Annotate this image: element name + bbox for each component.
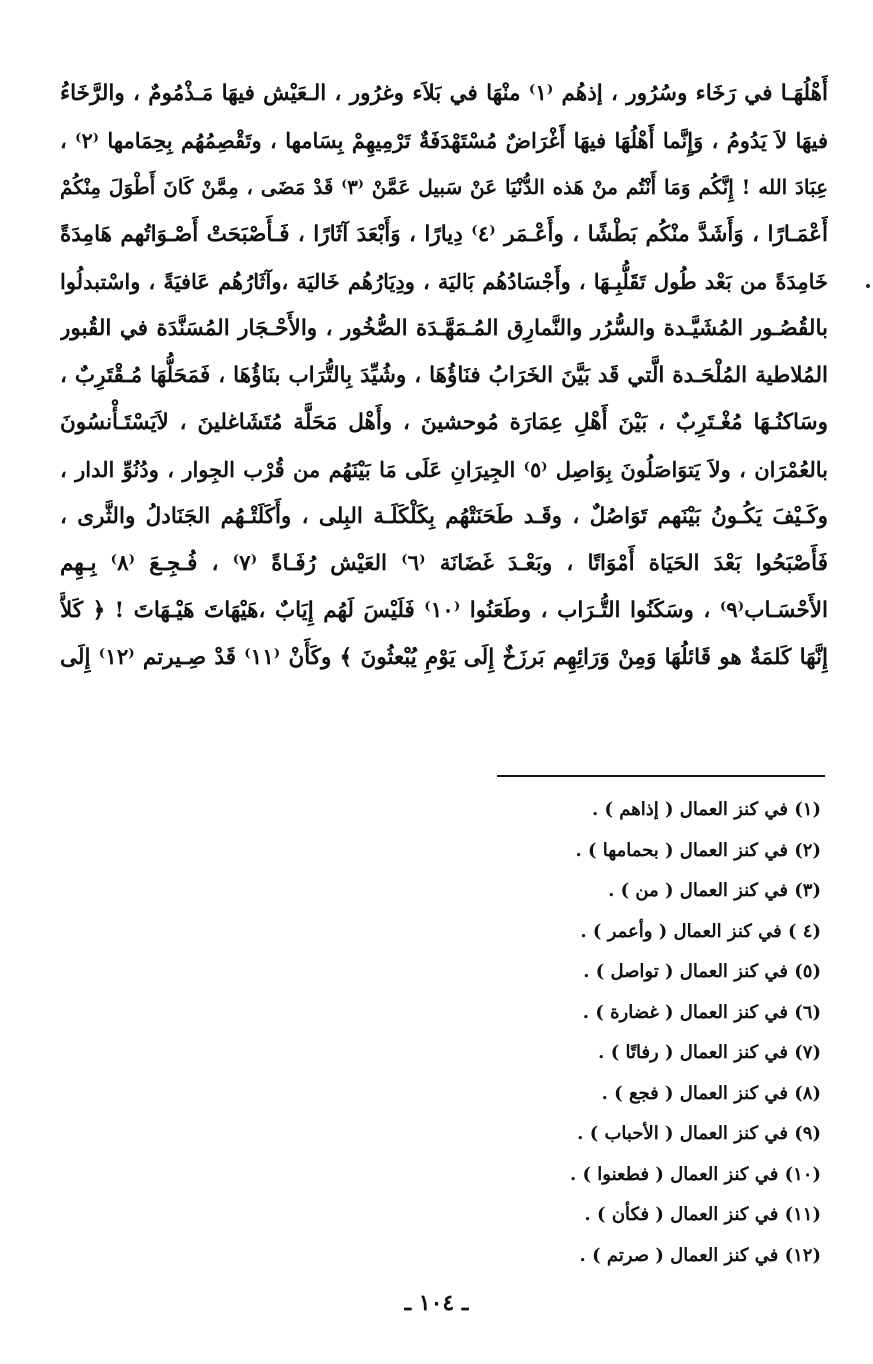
footnote: (١١) في كنز العمال ( فكأن ) . bbox=[584, 1204, 821, 1225]
footnote: (٨) في كنز العمال ( فجع ) . bbox=[601, 1082, 821, 1104]
footnotes-block bbox=[61, 790, 821, 1276]
footnote: (٣) في كنز العمال ( من ) . bbox=[608, 880, 821, 901]
text-line: خَامِدَةً من بَعْد طُول تَقَلُّبِـهَا ، وأَجْسَادُهُم بَاليَة ، ودِيَارُهُم خَاليَة ،وآثَارُهُم عَافيَةً ، واسْتبدلُوا bbox=[60, 269, 828, 294]
text-line: بالعُمْرَان ، ولاَ يَتوَاصَلُونَ بِوَاصِل ⁽٥⁾ الجِيرَانِ عَلَى مَا بَيْنَهُم من قُرْب الجِوار ، ودُنُوِّ الدار ، bbox=[60, 457, 828, 482]
text-line: إِنَّهَا كَلمَةٌ هو قَائلُهَا وَمِنْ وَرَائِهِم بَرزَخٌ إِلَى يَوْمِ يُبْعثُونَ ﴾ وكَأَنْ ⁽١١⁾ قَدْ صِـيرتم ⁽١٢⁾ إِلَى bbox=[60, 645, 828, 670]
footnote: (٦) في كنز العمال ( غضارة ) . bbox=[582, 1001, 821, 1023]
page-number: ـ ١٠٤ ـ bbox=[404, 1290, 469, 1316]
text-line: فيهَا لاَ يَدُومُ ، وَإِنَّما أَهْلُهَا فيهَا أَغْرَاضٌ مُسْتَهْدَفَةٌ تَرْمِيهِمْ بِسَامها ، وتَقْصِمُهُم بِحِمَامها ⁽٢⁾ ، bbox=[60, 128, 828, 153]
footnote: (٢) في كنز العمال ( بحمامها ) . bbox=[575, 839, 821, 861]
text-line: المُلاطية المُلْحَـدة الَّتي قَد بَيَّنَ الخَرَابُ فنَاؤُهَا ، وشُيِّدَ بِالتُّرَاب بنَاؤُهَا ، فَمَحَلُّهَا مُـقْتَرِبٌ ، bbox=[60, 363, 828, 388]
margin-dot bbox=[866, 284, 870, 288]
footnote: (١) في كنز العمال ( إذاهم ) . bbox=[591, 799, 821, 820]
footnote: (٥) في كنز العمال ( تواصل ) . bbox=[583, 961, 821, 982]
footnote: (٧) في كنز العمال ( رفاتًا ) . bbox=[598, 1042, 821, 1063]
footnote: (٩) في كنز العمال ( الأحباب ) . bbox=[577, 1123, 821, 1144]
text-line: وكَـيْفَ يَكُـونُ بَيْنَهم تَوَاصُلٌ ، وقَـد طَحَنَتْهُم بِكَلْكَلَـة البِلى ، وأَكَلَتْـهُم الجَنَادلُ والثَّرى ، bbox=[60, 504, 828, 529]
main-text-block bbox=[60, 70, 828, 681]
text-line: بالقُصُـور المُشَيَّـدة والسُّرُر والنَّمارِق المُـمَهَّـدَة الصُّخُور ، والأَحْـجَار المُسَنَّدَة في القُبور bbox=[60, 316, 828, 341]
footnote: (١٠) في كنز العمال ( فطعنوا ) . bbox=[569, 1163, 821, 1185]
footnote-separator bbox=[497, 775, 825, 777]
text-line: وسَاكنُـهَا مُغْـتَرِبٌ ، بَيْنَ أَهْلِ عِمَارَة مُوحشينَ ، وأَهْل مَحَلَّة مُتَشَاغلينَ ، لاَيَسْتَـأْنسُونَ bbox=[60, 410, 828, 435]
footnote: (١٢) في كنز العمال ( صرتم ) . bbox=[579, 1244, 821, 1266]
text-line: عِبَادَ الله ! إِنَّكُم وَمَا أَنْتُم منْ هَذه الدُّنْيَا عَنْ سَبيل عَمَّنْ ⁽٣⁾ قَدْ مَضَى ، مِمَّنْ كَانَ أَطْوَلَ مِنْكُمْ bbox=[60, 175, 828, 199]
text-line: أَعْمَـارًا ، وَأَشَدَّ منْكُم بَطْشًا ، وأَعْـمَر ⁽٤⁾ دِيارًا ، وَأَبْعَدَ آثَارًا ، فَـأَصْبَحَتْ أَصْـوَاتُهم هَامِدَةً bbox=[60, 222, 828, 247]
text-line: الأَحْسَـاب⁽٩⁾ ، وسَكَنُوا التُّـرَاب ، وطَعَنُوا ⁽١٠⁾ فَلَيْسَ لَهُم إِيَابٌ ،هَيْهَاتَ هَيْـهَاتَ ! ﴿ كَلاَّ bbox=[60, 598, 828, 623]
footnote: (٤ ) في كنز العمال ( وأعمر ) . bbox=[580, 920, 821, 942]
text-line: فَأَصْبَحُوا بَعْدَ الحَيَاة أَمْوَاتًا ، وبَعْـدَ غَضَانَة ⁽٦⁾ العَيْش رُفَـاةً ⁽٧⁾ ، فُـجِـعَ ⁽٨⁾ بِـهِم bbox=[60, 551, 828, 576]
text-line: أَهْلُهَـا في رَخَاء وسُرُور ، إذهُم ⁽١⁾ منْهَا في بَلاَء وغرُور ، الـعَيْش فيهَا مَـذْمُومٌ ، والرَّخَاءُ bbox=[60, 81, 828, 106]
